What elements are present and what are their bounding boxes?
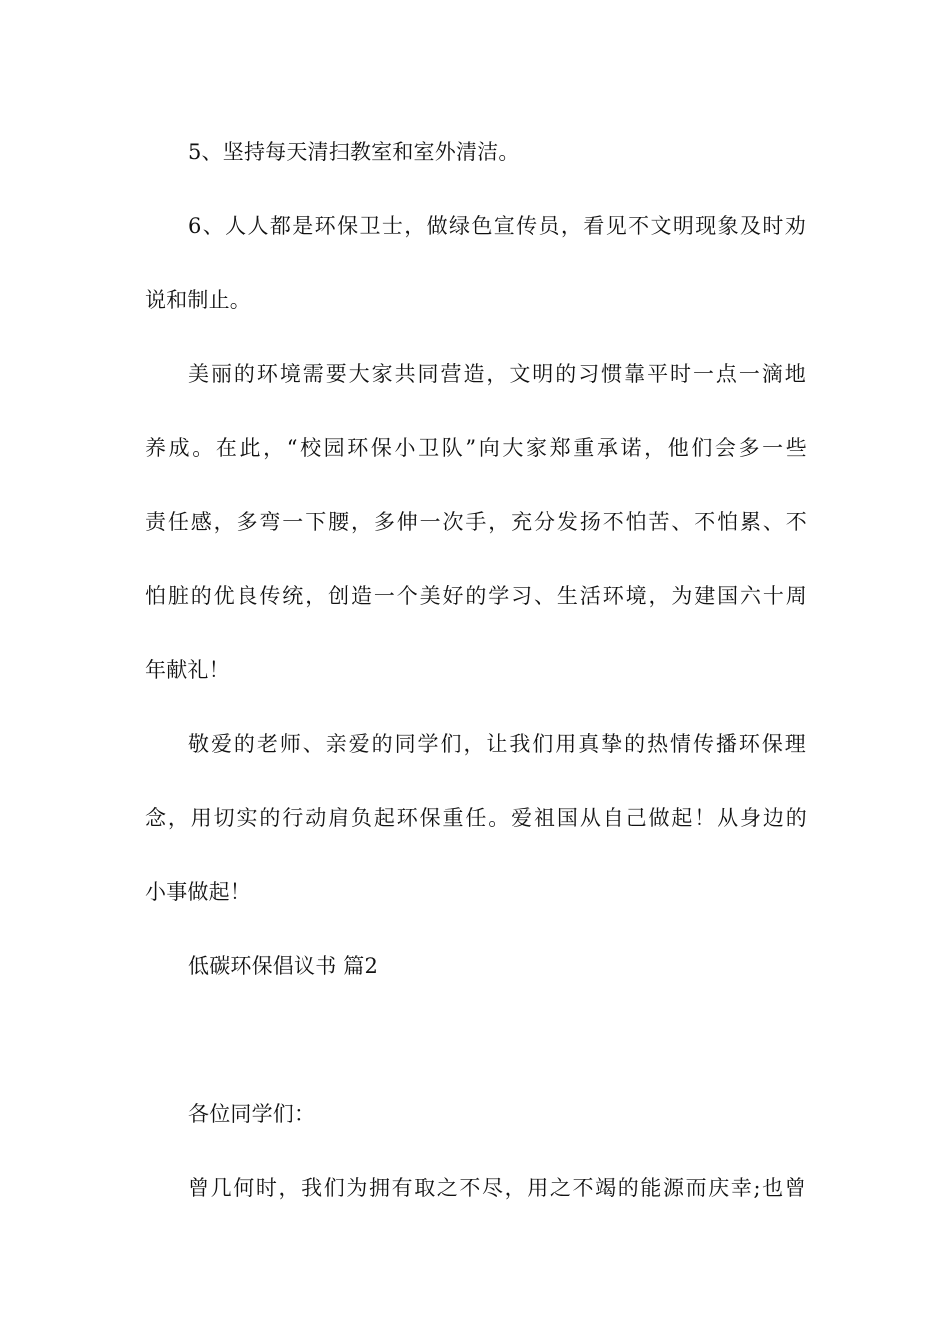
paragraph-line-environment-2: 养成。在此，“校园环保小卫队”向大家郑重承诺，他们会多一些 — [145, 436, 807, 460]
paragraph-line-environment-end: 年献礼！ — [145, 658, 230, 682]
paragraph-line-item-6-end: 说和制止。 — [145, 288, 251, 312]
paragraph-line-environment-4: 怕脏的优良传统，创造一个美好的学习、生活环境，为建国六十周 — [145, 584, 807, 608]
paragraph-line-appeal-1: 敬爱的老师、亲爱的同学们，让我们用真挚的热情传播环保理 — [188, 732, 806, 756]
paragraph-line-opening: 曾几何时，我们为拥有取之不尽，用之不竭的能源而庆幸;也曾 — [188, 1176, 806, 1200]
paragraph-line-item-6: 6、人人都是环保卫士，做绿色宣传员，看见不文明现象及时劝 — [188, 214, 806, 238]
paragraph-line-environment-3: 责任感，多弯一下腰，多伸一次手，充分发扬不怕苦、不怕累、不 — [145, 510, 807, 534]
section-heading: 低碳环保倡议书 篇2 — [188, 954, 379, 978]
paragraph-line-environment-1: 美丽的环境需要大家共同营造，文明的习惯靠平时一点一滴地 — [188, 362, 806, 386]
paragraph-line-appeal-end: 小事做起！ — [145, 880, 251, 904]
salutation: 各位同学们： — [188, 1102, 316, 1126]
paragraph-line-appeal-2: 念，用切实的行动肩负起环保重任。爱祖国从自己做起！从身边的 — [145, 806, 807, 830]
paragraph-line-item-5: 5、坚持每天清扫教室和室外清洁。 — [188, 140, 520, 164]
